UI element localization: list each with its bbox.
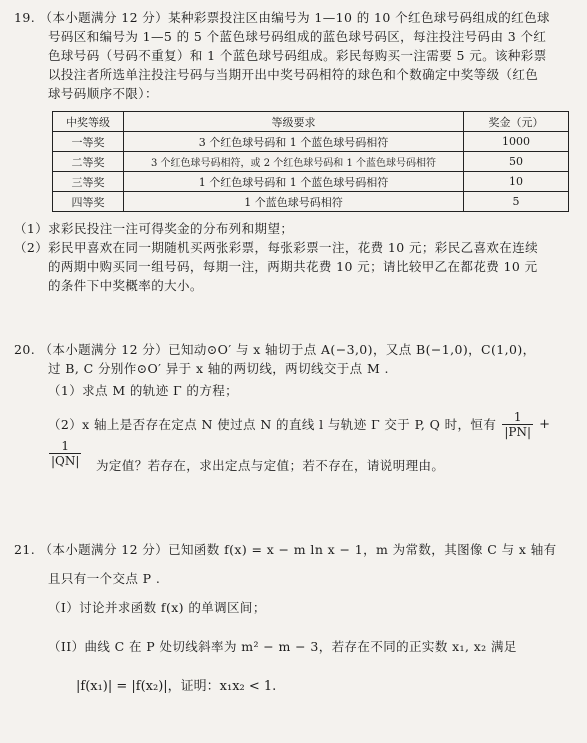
q20-line-1: 20. （本小题满分 12 分）已知动⊙O′ 与 x 轴切于点 A(−3,0)，又点 B(−1,0)，C(1,0)， <box>14 342 536 357</box>
table-cell: 3 个红色球号码和 1 个蓝色球号码相符 <box>124 132 464 152</box>
table-row <box>53 152 569 172</box>
table-cell: 三等奖 <box>53 172 124 192</box>
q21-line-1: 21. （本小题满分 12 分）已知函数 f(x) = x − m ln x − 1，m 为常数，其图像 C 与 x 轴有 <box>14 542 557 557</box>
fraction-denominator: |QN| <box>51 454 80 468</box>
table-row <box>53 192 569 212</box>
question-21 <box>14 540 574 656</box>
q19-line-2: 号码区和编号为 1—5 的 5 个蓝色球号码组成的蓝色球号码区，每注投注号码由 3 个红 <box>48 29 547 44</box>
table-header: 中奖等级 <box>53 112 124 132</box>
fraction-1-over-qn <box>49 439 81 468</box>
table-header: 奖金（元） <box>464 112 569 132</box>
q20-sub2-suffix-wrap <box>96 456 576 475</box>
q19-sub1: （1）求彩民投注一注可得奖金的分布列和期望； <box>14 221 294 236</box>
q20-line-2: 过 B, C 分别作⊙O′ 异于 x 轴的两切线，两切线交于点 M . <box>48 361 389 376</box>
question-19 <box>14 8 574 103</box>
fraction-numerator: 1 <box>49 439 81 454</box>
prize-table <box>52 111 569 212</box>
table-row <box>53 132 569 152</box>
table-header-row <box>53 112 569 132</box>
question-20 <box>14 340 574 400</box>
q20-sub1: （1）求点 M 的轨迹 Γ 的方程； <box>48 383 239 398</box>
table-cell: 二等奖 <box>53 152 124 172</box>
q19-line-5: 球号码顺序不限）： <box>48 86 158 101</box>
fraction-1-over-pn <box>502 410 533 439</box>
q21-equation: |f(x₁)| = |f(x₂)|，证明：x₁x₂ < 1. <box>76 679 277 694</box>
fraction-numerator: 1 <box>502 410 533 425</box>
q19-line-3: 色球号码（号码不重复）和 1 个蓝色球号码组成。彩民每购买一注需要 5 元。该种彩票 <box>48 48 547 63</box>
fraction-denominator: |PN| <box>504 425 531 439</box>
q19-line-4: 以投注者所选单注投注号码与当期开出中奖号码相符的球色和个数确定中奖等级（红色 <box>48 67 539 82</box>
table-cell: 1000 <box>464 132 569 152</box>
q21-sub2: （II）曲线 C 在 P 处切线斜率为 m² − m − 3，若存在不同的正实数 x₁, x₂ 满足 <box>48 639 517 654</box>
q19-subquestions <box>14 219 574 295</box>
table-cell: 一等奖 <box>53 132 124 152</box>
table-cell: 50 <box>464 152 569 172</box>
q20-sub2-suffix: 为定值？若存在，求出定点与定值；若不存在，请说明理由。 <box>96 458 445 473</box>
q19-sub2-line-3: 的条件下中奖概率的大小。 <box>48 278 203 293</box>
plus-sign: + <box>539 417 550 432</box>
table-cell: 5 <box>464 192 569 212</box>
q19-line-1: 19. （本小题满分 12 分）某种彩票投注区由编号为 1—10 的 10 个红色球号码组成的红色球 <box>14 10 550 25</box>
table-cell: 1 个红色球号码和 1 个蓝色球号码相符 <box>124 172 464 192</box>
q21-sub1: （I）讨论并求函数 f(x) 的单调区间； <box>48 600 266 615</box>
table-cell: 1 个蓝色球号码相符 <box>124 192 464 212</box>
q20-sub2-prefix: （2）x 轴上是否存在定点 N 使过点 N 的直线 l 与轨迹 Γ 交于 P, Q 时，恒有 <box>48 417 497 432</box>
table-row <box>53 172 569 192</box>
table-cell: 10 <box>464 172 569 192</box>
q19-sub2-line-2: 的两期中购买同一组号码，每期一注，两期共花费 10 元；请比较甲乙在都花费 10 元 <box>48 259 538 274</box>
table-cell: 3 个红色球号码相符，或 2 个红色球号码和 1 个蓝色球号码相符 <box>124 152 464 172</box>
table-cell: 四等奖 <box>53 192 124 212</box>
table-header: 等级要求 <box>124 112 464 132</box>
q21-line-2: 且只有一个交点 P . <box>48 571 161 586</box>
q19-sub2-line-1: （2）彩民甲喜欢在同一期随机买两张彩票，每张彩票一注，花费 10 元；彩民乙喜欢在连续 <box>14 240 539 255</box>
